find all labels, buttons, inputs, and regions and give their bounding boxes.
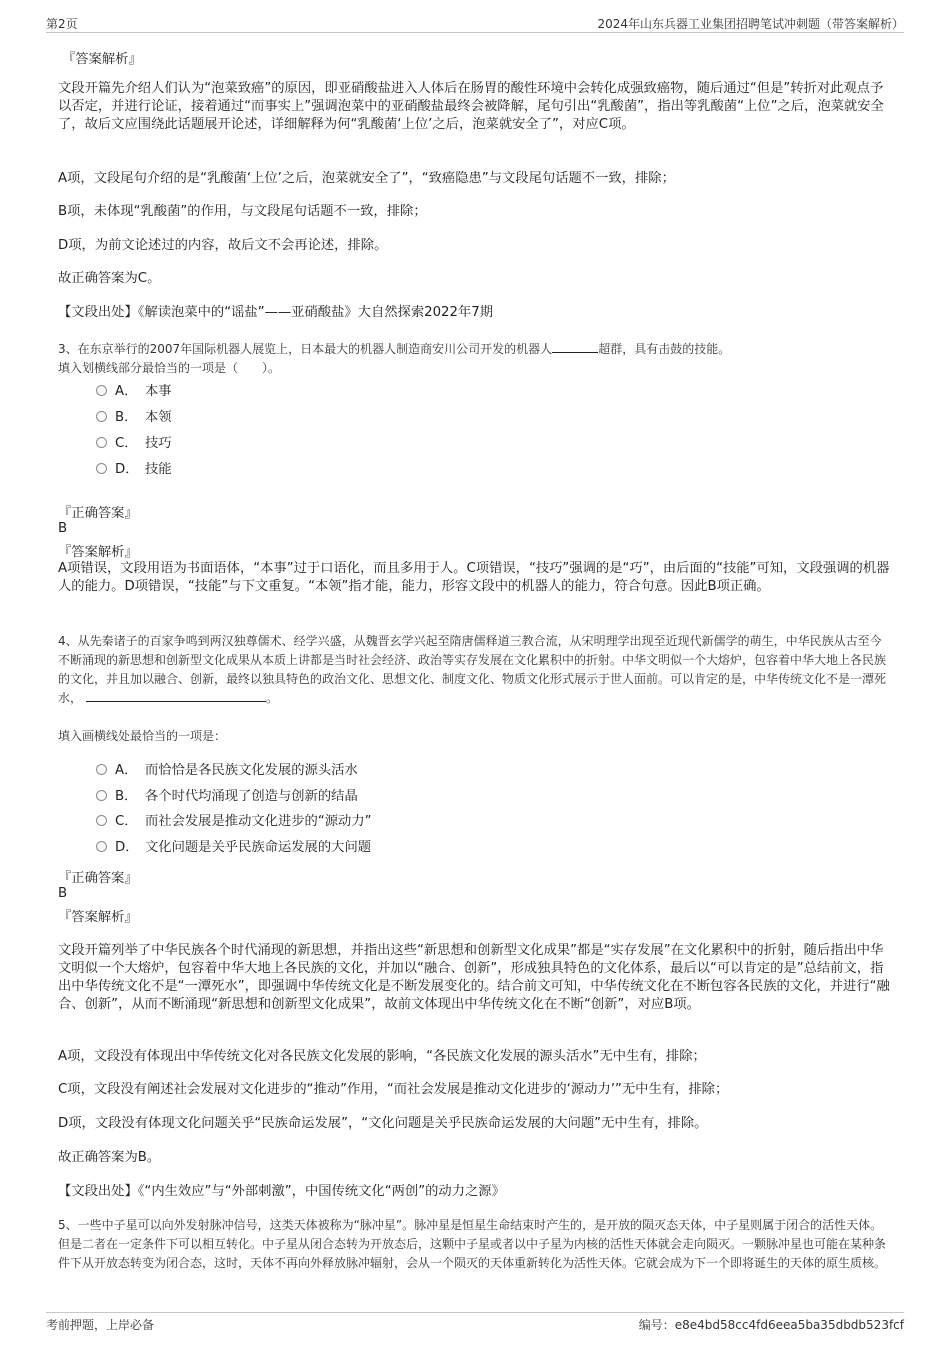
q3-analysis-label: 『答案解析』	[58, 545, 138, 560]
q4-stem-text: 4、从先秦诸子的百家争鸣到两汉独尊儒术、经学兴盛，从魏晋玄学兴起至隋唐儒释道三教合流，从宋明理学出现至近现代新儒学的萌生，中华民族从古至今不断涌现的新思想和创新型文化成果从本质上讲都是当时社会经济、政治等实存发展在文化累积中的折射。中华文明似一个大熔炉，包容着中华大地上各民族的文化，并且加以融合、创新，最终以独具特色的政治文化、思想文化、制度文化、物质文化形式展示于世人面前。可以肯定的是，中华传统文化不是一潭死水，	[58, 634, 887, 705]
q3-option-c[interactable]: C． 技巧	[96, 434, 172, 454]
radio-icon[interactable]	[96, 411, 107, 422]
document-code: 编号：e8e4bd58cc4fd6eea5ba35dbdb523fcf	[638, 1318, 904, 1332]
q2-analysis-label: 『答案解析』	[62, 52, 142, 67]
q3-prompt: 填入划横线部分最恰当的一项是（ ）。	[58, 361, 281, 375]
q3-answer: B	[58, 521, 68, 536]
q4-source: 【文段出处】《“内生效应”与“外部刺激”，中国传统文化“两创”的动力之源》	[58, 1184, 505, 1199]
q3-blank	[552, 340, 598, 353]
footer-slogan: 考前押题，上岸必备	[46, 1318, 155, 1332]
q3-stem-before: 3、在东京举行的2007年国际机器人展览上，日本最大的机器人制造商安川公司开发的机器人	[58, 342, 553, 356]
page-number: 第2页	[46, 17, 78, 31]
q4-blank	[86, 689, 266, 702]
q3-stem	[58, 340, 893, 378]
radio-icon[interactable]	[96, 790, 107, 801]
q4-conclusion: 故正确答案为B。	[58, 1150, 161, 1165]
q3-analysis-text: A项错误，文段用语为书面语体，“本事”过于口语化，而且多用于人。C项错误，“技巧”强调的是“巧”，由后面的“技能”可知，文段强调的机器人的能力。D项错误，“技能”与下文重复。“本领”指才能，能力，形容文段中的机器人的能力，符合句意。因此B项正确。	[58, 561, 890, 594]
q5-stem: 5、一些中子星可以向外发射脉冲信号，这类天体被称为“脉冲星”。脉冲星是恒星生命结束时产生的，是开放的陨灭态天体，中子星则属于闭合的活性天体。但是二者在一定条件下可以相互转化。中子星从闭合态转为开放态后，这颗中子星或者以中子星为内核的活性天体就会走向陨灭。一颗脉冲星也可能在某种条件下从开放态转变为闭合态，这时，天体不再向外释放脉冲辐射，会从一个陨灭的天体重新转化为活性天体。它就会成为下一个即将诞生的天体的原生质核。	[58, 1218, 887, 1270]
q3-stem-after: 超群，具有击鼓的技能。	[598, 342, 731, 356]
q3-option-b[interactable]: B． 本领	[96, 408, 172, 428]
radio-icon[interactable]	[96, 841, 107, 852]
radio-icon[interactable]	[96, 385, 107, 396]
q4-answer-label: 『正确答案』	[58, 871, 138, 886]
q4-analysis-label: 『答案解析』	[58, 910, 138, 925]
q4-option-b[interactable]: B． 各个时代均涌现了创造与创新的结晶	[96, 787, 358, 807]
page-header	[46, 12, 904, 33]
radio-icon[interactable]	[96, 437, 107, 448]
q2-option-b-explanation: B项，未体现“乳酸菌”的作用，与文段尾句话题不一致，排除；	[58, 204, 427, 219]
q4-analysis-text: 文段开篇列举了中华民族各个时代涌现的新思想，并指出这些“新思想和创新型文化成果”都是“实存发展”在文化累积中的折射，随后指出中华文明似一个大熔炉，包容着中华大地上各民族的文化，并加以“融合、创新”，形成独具特色的文化体系，最后以“可以肯定的是”总结前文，指出中华传统文化不是“一潭死水”，即强调中华传统文化是不断发展变化的。结合前文可知，中华传统文化在不断包容各民族的文化，并进行“融合、创新”，从而不断涌现“新思想和创新型文化成果”，故前文体现出中华传统文化在不断“创新”，对应B项。	[58, 943, 890, 1012]
q2-analysis-text: 文段开篇先介绍人们认为“泡菜致癌”的原因，即亚硝酸盐进入人体后在肠胃的酸性环境中会转化成强致癌物，随后通过“但是”转折对此观点予以否定，并进行论证，接着通过“而事实上”强调泡菜中的亚硝酸盐最终会被降解，尾句引出“乳酸菌”，指出等乳酸菌“上位”之后，泡菜就安全了，故后文应围绕此话题展开论述，详细解释为何“乳酸菌‘上位’之后，泡菜就安全了”，对应C项。	[58, 81, 884, 132]
q4-option-c-explanation: C项，文段没有阐述社会发展对文化进步的“推动”作用，“而社会发展是推动文化进步的‘源动力’”无中生有，排除；	[58, 1082, 729, 1097]
q4-prompt: 填入画横线处最恰当的一项是：	[58, 729, 227, 743]
q4-option-d-explanation: D项，文段没有体现文化问题关乎“民族命运发展”，“文化问题是关乎民族命运发展的大问题”无中生有，排除。	[58, 1116, 708, 1131]
q4-option-a[interactable]: A． 而恰恰是各民族文化发展的源头活水	[96, 761, 358, 781]
q2-conclusion: 故正确答案为C。	[58, 271, 161, 286]
q4-stem	[58, 632, 893, 708]
q4-option-c[interactable]: C． 而社会发展是推动文化进步的“源动力”	[96, 812, 372, 832]
radio-icon[interactable]	[96, 764, 107, 775]
q3-answer-label: 『正确答案』	[58, 506, 138, 521]
q2-source: 【文段出处】《解读泡菜中的“谣盐”——亚硝酸盐》大自然探索2022年7期	[58, 305, 494, 320]
radio-icon[interactable]	[96, 815, 107, 826]
q4-answer: B	[58, 886, 68, 901]
q3-option-d[interactable]: D． 技能	[96, 460, 172, 480]
q4-option-d[interactable]: D． 文化问题是关乎民族命运发展的大问题	[96, 838, 371, 858]
q2-option-a-explanation: A项，文段尾句介绍的是“乳酸菌‘上位’之后，泡菜就安全了”，“致癌隐患”与文段尾句话题不一致，排除；	[58, 171, 675, 186]
radio-icon[interactable]	[96, 463, 107, 474]
document-title: 2024年山东兵器工业集团招聘笔试冲刺题（带答案解析）	[597, 17, 904, 31]
q2-option-d-explanation: D项，为前文论述过的内容，故后文不会再论述，排除。	[58, 238, 388, 253]
q4-stem-end: 。	[266, 691, 279, 705]
q4-option-a-explanation: A项，文段没有体现出中华传统文化对各民族文化发展的影响，“各民族文化发展的源头活水”无中生有，排除；	[58, 1049, 706, 1064]
q3-option-a[interactable]: A． 本事	[96, 382, 172, 402]
page-footer	[46, 1312, 904, 1335]
